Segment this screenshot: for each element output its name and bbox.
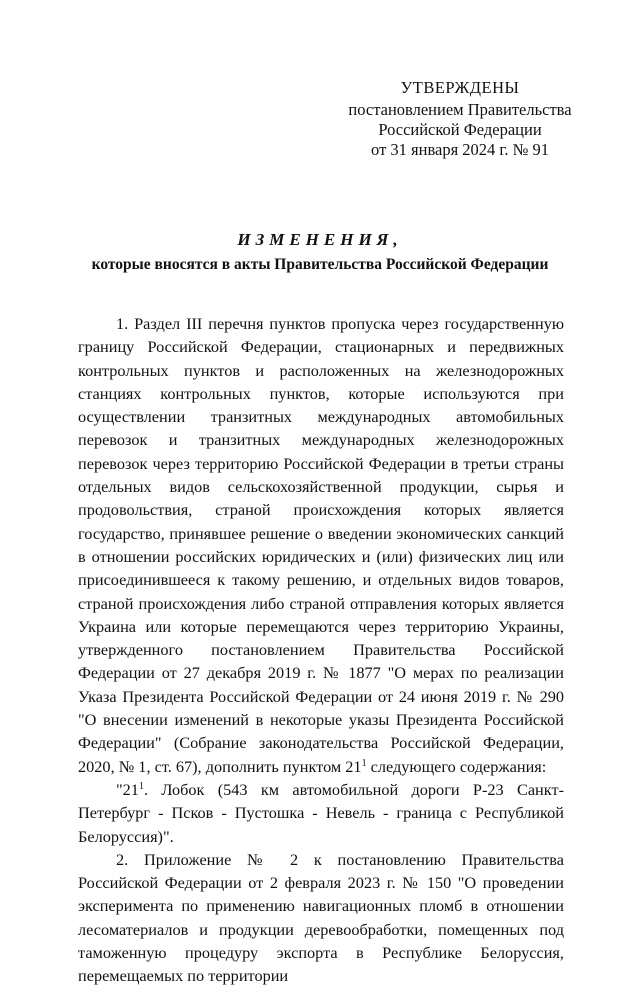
approval-heading: УТВЕРЖДЕНЫ (400, 78, 520, 97)
superscript: 1 (361, 757, 367, 769)
paragraph-2: 2. Приложение № 2 к постановлению Правительства Российской Федерации от 2 февраля 2023 г. № 150 "О проведении эксперимента по применению навигационных пломб в отношении лесоматериалов и продукции деревообработки, помещенных под таможенную процедуру экспорта в Республике Белоруссия, перемещаемых по территории (78, 849, 564, 986)
quoted-item-number: "21 (116, 779, 139, 799)
quoted-item (78, 778, 564, 848)
paragraph-1 (78, 312, 564, 778)
approval-stamp (340, 78, 580, 160)
document-title: ИЗМЕНЕНИЯ, (237, 230, 403, 249)
superscript: 1 (138, 780, 144, 792)
approval-line-3: от 31 января 2024 г. № 91 (371, 140, 549, 159)
paragraph-1-text: 1. Раздел III перечня пунктов пропуска через государственную границу Российской Федерации, стационарных и передвижных контрольных пунктов и расположенных на железнодорожных станциях контрольных пунктов, которые используются при осуществлении транзитных международных автомобильных перевозок и транзитных международных железнодорожных перевозок через территорию Российской Федерации в третьи страны отдельных видов сельскохозяйственной продукции, сырья и продовольствия, страной происхождения которых является государство, принявшее решение о введении экономических санкций в отношении российских юридических и (или) физических лиц или присоединившееся к такому решению, и отдельных видов товаров, страной происхождения либо страной отправления которых является Украина или которые перемещаются через территорию Украины, утвержденного постановлением Правительства Российской Федерации от 27 декабря 2019 г. № 1877 "О мерах по реализации Указа Президента Российской Федерации от 24 июня 2019 г. № 290 "О внесении изменений в некоторые указы Президента Российской Федерации" (Собрание законодательства Российской Федерации, 2020, № 1, ст. 67), дополнить пунктом 21 (78, 314, 564, 776)
document-body (78, 312, 564, 988)
approval-line-2: Российской Федерации (378, 120, 542, 139)
document-subtitle: которые вносятся в акты Правительства Российской Федерации (91, 256, 549, 273)
paragraph-1-tail: следующего содержания: (366, 756, 547, 776)
quoted-item-text: . Лобок (543 км автомобильной дороги Р-23 Санкт-Петербург - Псков - Пустошка - Невель - граница с Республикой Белоруссия)". (78, 779, 564, 846)
approval-line-1: постановлением Правительства (348, 100, 572, 119)
